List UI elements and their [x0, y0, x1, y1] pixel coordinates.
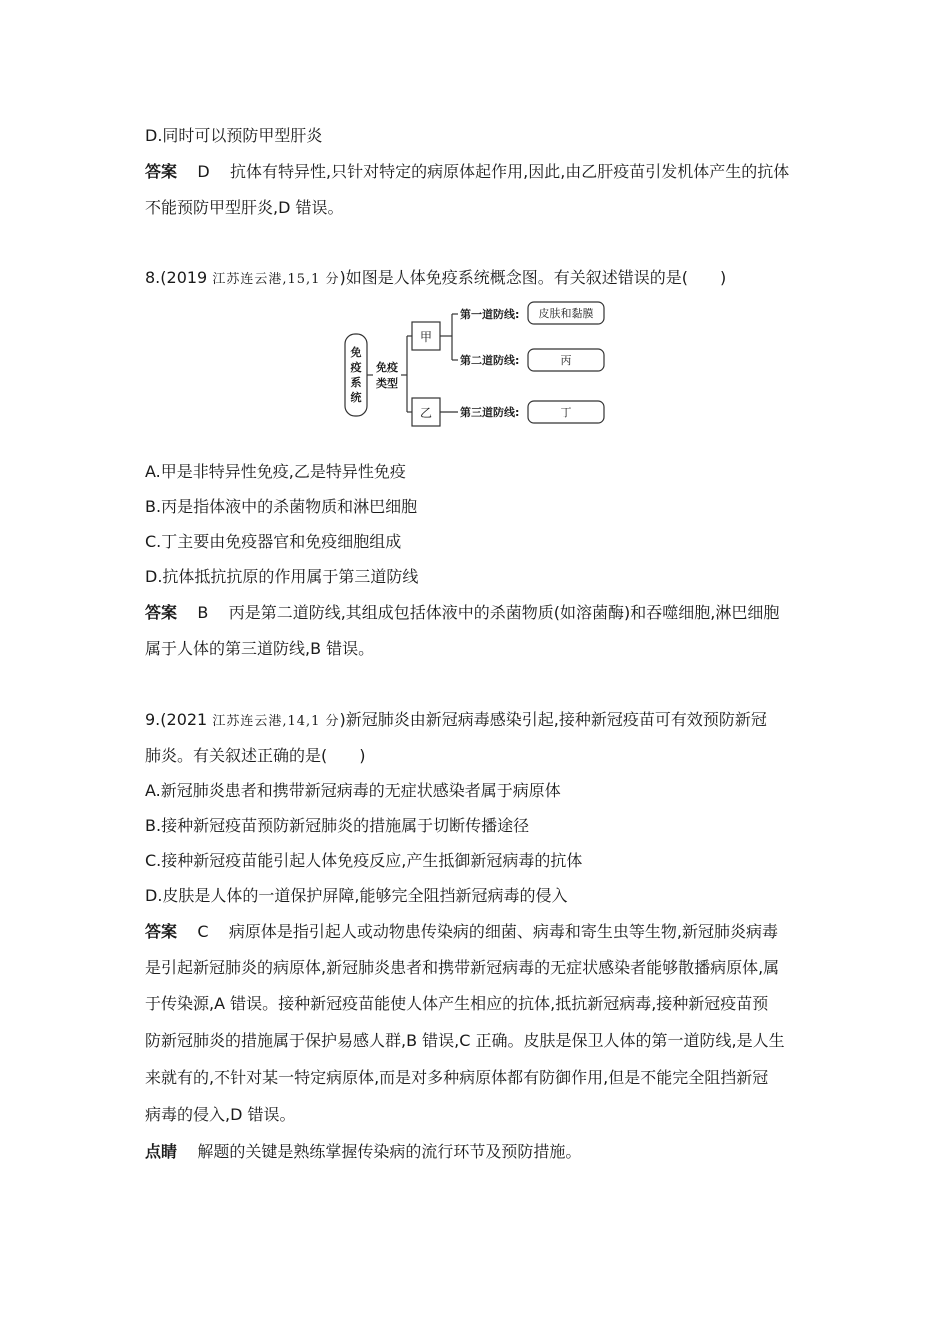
tip-label: 点睛: [145, 1142, 178, 1161]
question-text: )新冠肺炎由新冠病毒感染引起,接种新冠疫苗可有效预防新冠: [339, 710, 767, 729]
box-ding: 丁: [560, 406, 572, 419]
q8-option-c: C.丁主要由免疫器官和免疫细胞组成: [145, 532, 402, 551]
answer-label: 答案: [145, 162, 178, 181]
q9-explanation-line: 来就有的,不针对某一特定病原体,而是对多种病原体都有防御作用,但是不能完全阻挡新冠: [145, 1068, 769, 1087]
tip-text: 解题的关键是熟练掌握传染病的流行环节及预防措施。: [197, 1142, 582, 1161]
q9-answer: [145, 921, 778, 943]
root-char-2: 疫: [350, 361, 362, 374]
answer-letter: D: [197, 162, 210, 181]
node-yi: 乙: [419, 406, 433, 420]
question-source: 江苏连云港,15,1 分: [212, 272, 340, 287]
category-char-2: 类型: [376, 377, 398, 390]
root-char-1: 免: [350, 346, 362, 359]
q8-option-d: D.抗体抵抗抗原的作用属于第三道防线: [145, 567, 419, 586]
q7-option-d: D.同时可以预防甲型肝炎: [145, 126, 323, 145]
q8-stem: [145, 267, 726, 291]
q8-answer: [145, 602, 779, 624]
q9-explanation-line: 于传染源,A 错误。接种新冠疫苗能使人体产生相应的抗体,抵抗新冠病毒,接种新冠疫苗预: [145, 994, 769, 1013]
question-number: 9.(2021: [145, 710, 208, 729]
q9-explanation-line: 病毒的侵入,D 错误。: [145, 1105, 296, 1124]
q9-option-b: B.接种新冠疫苗预防新冠肺炎的措施属于切断传播途径: [145, 816, 530, 835]
second-line-label: 第二道防线:: [460, 354, 520, 367]
answer-letter: B: [197, 603, 209, 622]
q8-option-b: B.丙是指体液中的杀菌物质和淋巴细胞: [145, 497, 418, 516]
q9-option-d: D.皮肤是人体的一道保护屏障,能够完全阻挡新冠病毒的侵入: [145, 886, 568, 905]
box-skin-mucosa: 皮肤和黏膜: [538, 307, 594, 320]
root-char-3: 系: [350, 376, 362, 389]
q8-explanation-line: 属于人体的第三道防线,B 错误。: [145, 639, 375, 658]
question-number: 8.(2019: [145, 268, 208, 287]
q9-stem-line-2: 肺炎。有关叙述正确的是( ): [145, 746, 366, 765]
question-text: )如图是人体免疫系统概念图。有关叙述错误的是( ): [339, 268, 727, 287]
immune-system-diagram: [340, 296, 615, 431]
q7-explanation-line: 不能预防甲型肝炎,D 错误。: [145, 198, 344, 217]
q9-option-c: C.接种新冠疫苗能引起人体免疫反应,产生抵御新冠病毒的抗体: [145, 851, 583, 870]
answer-explanation: 丙是第二道防线,其组成包括体液中的杀菌物质(如溶菌酶)和吞噬细胞,淋巴细胞: [228, 603, 780, 622]
q9-tip: [145, 1141, 581, 1163]
node-jia: 甲: [419, 330, 433, 344]
q8-option-a: A.甲是非特异性免疫,乙是特异性免疫: [145, 462, 406, 481]
category-char-1: 免疫: [376, 361, 398, 374]
q9-explanation-line: 防新冠肺炎的措施属于保护易感人群,B 错误,C 正确。皮肤是保卫人体的第一道防线,是人生: [145, 1031, 785, 1050]
third-line-label: 第三道防线:: [460, 406, 520, 419]
answer-letter: C: [197, 922, 209, 941]
question-source: 江苏连云港,14,1 分: [212, 714, 340, 729]
answer-explanation: 病原体是指引起人或动物患传染病的细菌、病毒和寄生虫等生物,新冠肺炎病毒: [228, 922, 778, 941]
answer-label: 答案: [145, 603, 178, 622]
q9-explanation-line: 是引起新冠肺炎的病原体,新冠肺炎患者和携带新冠病毒的无症状感染者能够散播病原体,属: [145, 958, 780, 977]
answer-label: 答案: [145, 922, 178, 941]
q9-option-a: A.新冠肺炎患者和携带新冠病毒的无症状感染者属于病原体: [145, 781, 561, 800]
first-line-label: 第一道防线:: [460, 308, 520, 321]
root-char-4: 统: [350, 391, 362, 404]
q7-answer: [145, 161, 789, 183]
answer-explanation: 抗体有特异性,只针对特定的病原体起作用,因此,由乙肝疫苗引发机体产生的抗体: [230, 162, 790, 181]
q9-stem: [145, 709, 767, 733]
box-bing: 丙: [560, 354, 572, 367]
